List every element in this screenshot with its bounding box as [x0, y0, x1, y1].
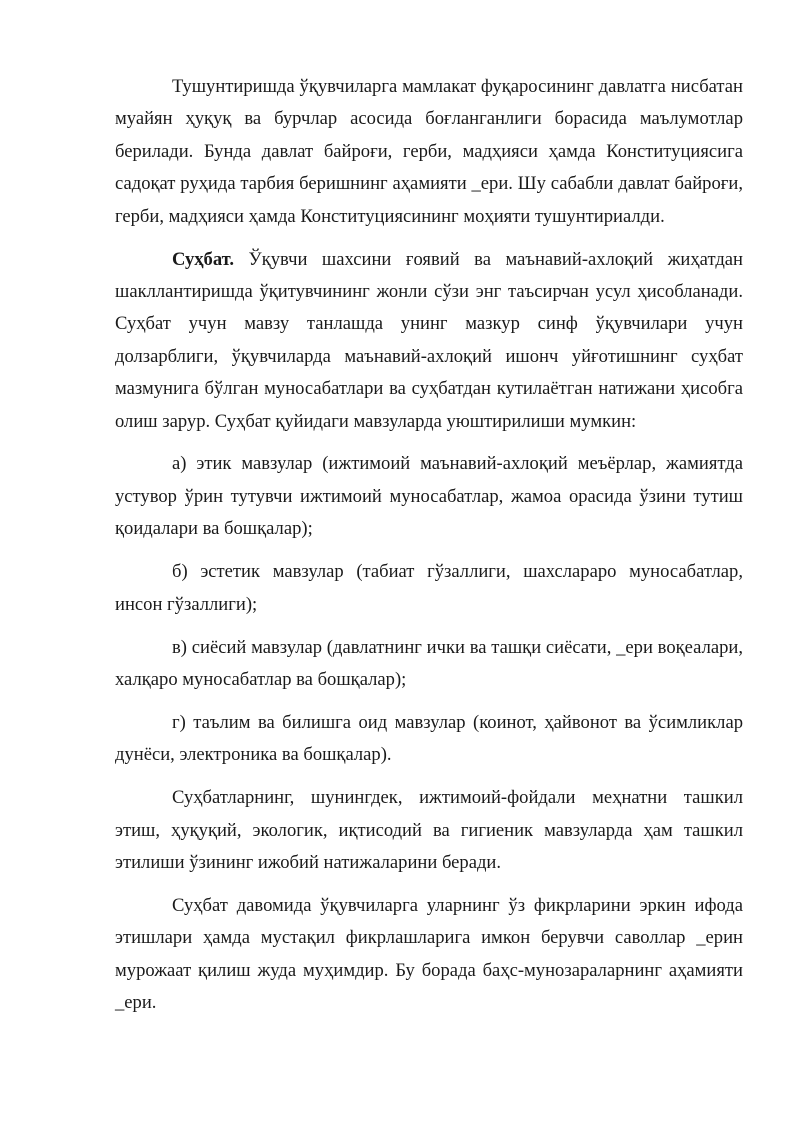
paragraph-text: Суҳбатларнинг, шунингдек, ижтимоий-фойдали меҳнатни ташкил этиш, ҳуқуқий, экологик, иқтисодий ва гигиеник мавзуларда ҳам ташкил этилиши ўзининг ижобий натижаларини беради. [115, 787, 743, 873]
paragraph-5 [115, 632, 743, 697]
paragraph-text: а) этик мавзулар (ижтимоий маънавий-ахлоқий меъёрлар, жамиятда устувор ўрин тутувчи ижтимоий муносабатлар, жамоа орасида ўзини тутиш қоидалари ва бошқалар); [115, 453, 743, 540]
paragraph-text: б) эстетик мавзулар (табиат гўзаллиги, шахслараро муносабатлар, инсон гўзаллиги); [115, 561, 743, 615]
paragraph-7 [115, 782, 743, 879]
paragraph-6 [115, 707, 743, 772]
paragraph-text: Тушунтиришда ўқувчиларга мамлакат фуқаросининг давлатга нисбатан муайян ҳуқуқ ва бурчлар асосида боғланганлиги борасида маълумотлар берилади. Бунда давлат байроғи, герби, мадҳияси ҳамда Конституциясига садоқат руҳида тарбия беришнинг аҳамияти _ери. Шу сабабли давлат байроғи, герби, мадҳияси ҳамда Конституциясининг моҳияти тушунтириалди. [115, 76, 743, 227]
document-page [115, 71, 743, 1030]
paragraph-8 [115, 890, 743, 1020]
paragraph-3 [115, 448, 743, 545]
paragraph-1 [115, 71, 743, 233]
paragraph-4 [115, 556, 743, 621]
paragraph-2 [115, 244, 743, 438]
paragraph-text: г) таълим ва билишга оид мавзулар (коинот, ҳайвонот ва ўсимликлар дунёси, электроника ва бошқалар). [115, 711, 743, 766]
paragraph-lead: Суҳбат. [172, 248, 235, 270]
paragraph-text: Суҳбат давомида ўқувчиларга уларнинг ўз фикрларини эркин ифода этишлари ҳамда мустақил фикрлашларига имкон берувчи саволлар _ерин мурожаат қилиш жуда муҳимдир. Бу борада баҳс-мунозараларнинг аҳамияти _ери. [115, 894, 743, 1014]
paragraph-text: в) сиёсий мавзулар (давлатнинг ички ва ташқи сиёсати, _ери воқеалари, халқаро муносабатлар ва бошқалар); [115, 636, 743, 690]
paragraph-text: Ўқувчи шахсини ғоявий ва маънавий-ахлоқий жиҳатдан шакллантиришда ўқитувчининг жонли сўзи энг таъсирчан усул ҳисобланади. Суҳбат учун мавзу танлашда унинг мазкур синф ўқувчилари учун долзарблиги, ўқувчиларда маънавий-ахлоқий ишонч уйғотишнинг суҳбат мазмунига бўлган муносабатлари ва суҳбатдан кутилаётган натижани ҳисобга олиш зарур. Суҳбат қуйидаги мавзуларда уюштирилиши мумкин: [115, 248, 743, 432]
